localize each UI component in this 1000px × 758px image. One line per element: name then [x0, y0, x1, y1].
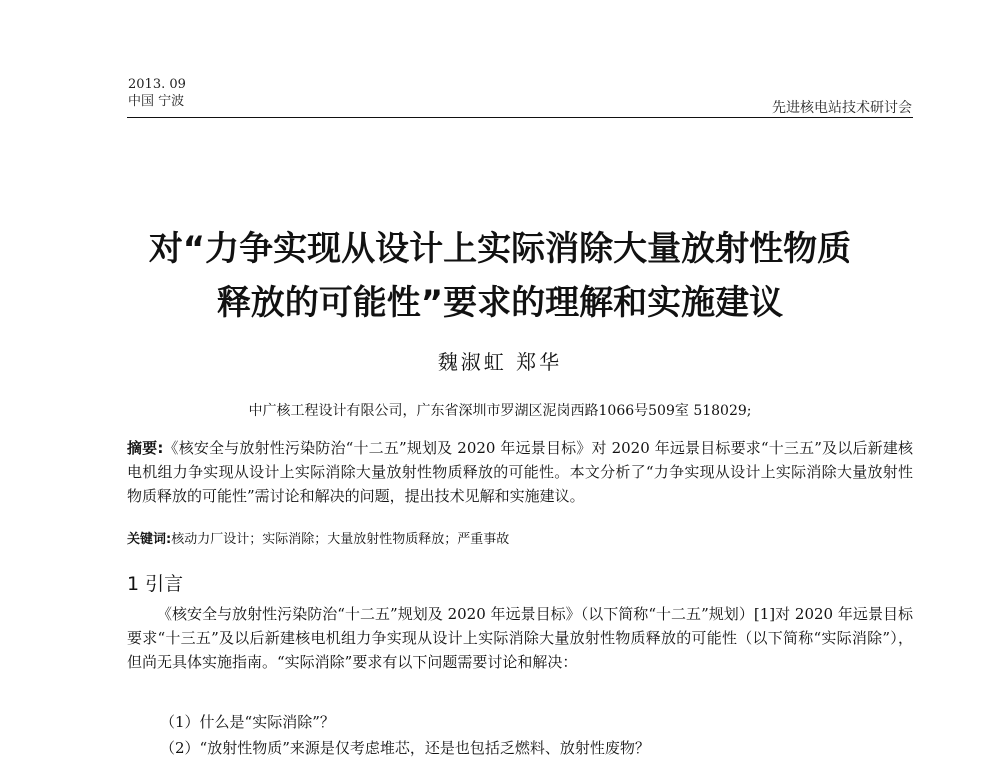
- list-item: （2）“放射性物质”来源是仅考虑堆芯，还是也包括乏燃料、放射性废物？: [160, 739, 650, 757]
- affiliation: 中广核工程设计有限公司，广东省深圳市罗湖区泥岗西路1066号509室 518029;: [248, 403, 752, 419]
- header-rule: [127, 117, 913, 118]
- paper-title: [0, 222, 1000, 330]
- authors: 魏淑虹 郑华: [437, 350, 563, 374]
- keywords-text: 核动力厂设计；实际消除；大量放射性物质释放；严重事故: [171, 532, 510, 547]
- section-heading: 1 引言: [127, 573, 184, 595]
- abstract-label: 摘要:: [127, 439, 164, 457]
- header-conference: 先进核电站技术研讨会: [772, 100, 912, 116]
- abstract-text: 《核安全与放射性污染防治“十二五”规划及 2020 年远景目标》对 2020 年远景目标要求“十三五”及以后新建核电机组力争实现从设计上实际消除大量放射性物质释放的可能性。本文分析了“力争实现从设计上实际消除大量放射性物质释放的可能性”需讨论和解决的问题，提出技术见解和实施建议。: [127, 439, 913, 505]
- title-line-1: 对“力争实现从设计上实际消除大量放射性物质: [148, 229, 852, 269]
- header-location: 中国 宁波: [128, 94, 185, 109]
- header-date: 2013. 09: [128, 77, 186, 92]
- running-header-left: [128, 76, 186, 110]
- title-line-2: 释放的可能性”要求的理解和实施建议: [216, 283, 784, 323]
- keywords: [127, 528, 913, 547]
- list-item: （1）什么是“实际消除”？: [160, 713, 335, 731]
- abstract: [127, 436, 913, 508]
- intro-paragraph: 《核安全与放射性污染防治“十二五”规划及 2020 年远景目标》（以下简称“十二五”规划）[1]对 2020 年远景目标要求“十三五”及以后新建核电机组力争实现从设计上实际消除大量放射性物质释放的可能性（以下简称“实际消除”），但尚无具体实施指南。“实际消除”要求有以下问题需要讨论和解决：: [127, 605, 913, 671]
- keywords-label: 关键词:: [127, 532, 172, 547]
